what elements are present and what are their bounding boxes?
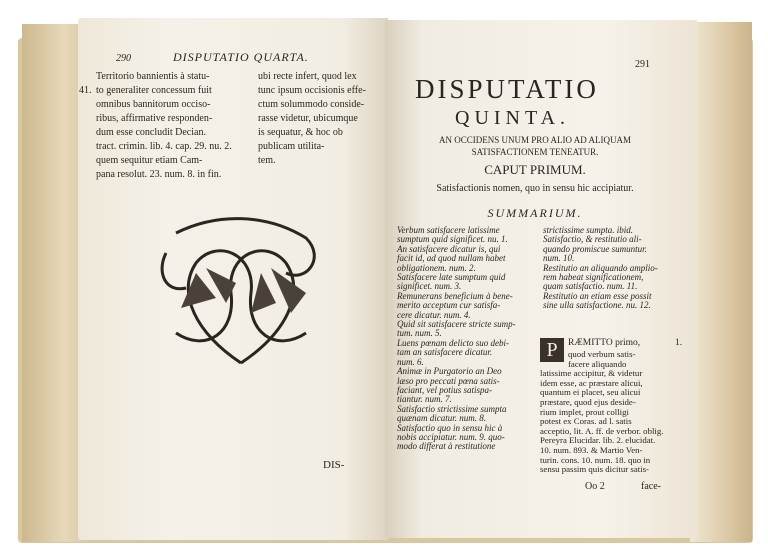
chapter-title: DISPUTATIO [415, 74, 599, 104]
page-number: 291 [635, 59, 650, 70]
text-line: quando promiscue sumuntur. [543, 243, 647, 254]
text-line: ribus, affirmative responden- [96, 113, 213, 124]
body-text [540, 350, 663, 475]
text-line: sensu passim quis dicitur satis- [540, 464, 649, 475]
question-line: SATISFACTIONEM TENEATUR. [471, 147, 599, 157]
text-line: Remunerans beneficium à bene- [397, 290, 513, 301]
text-line: Animæ in Purgatorio an Deo [397, 366, 502, 377]
body-first-line: RÆMITTO primo, [568, 338, 641, 348]
text-line: to generaliter concessum fuit [96, 85, 212, 96]
text-line: cere dicatur. num. 4. [397, 309, 471, 320]
question-line: AN OCCIDENS UNUM PRO ALIO AD ALIQUAM [438, 135, 631, 145]
text-line: idem esse, ac præstare alicui, [540, 377, 643, 388]
text-line: tract. crimin. lib. 4. cap. 29. nu. 2. [96, 141, 232, 152]
summary-column-2 [543, 226, 658, 311]
text-line: is sequatur, & hoc ob [258, 127, 343, 138]
left-column-1 [96, 70, 232, 182]
text-line: quam satisfactio. num. 11. [543, 281, 638, 292]
catchword: DIS- [323, 459, 345, 471]
caput-subtitle: Satisfactionis nomen, quo in sensu hic accipiatur. [436, 183, 634, 194]
running-head: DISPUTATIO QUARTA. [173, 50, 309, 64]
text-line: num. 10. [543, 253, 575, 264]
text-line: significet. num. 3. [397, 281, 462, 292]
text-line: An satisfacere dicatur is, qui [397, 243, 501, 254]
margin-number: 41. [79, 85, 92, 96]
text-line: Satisfactio quo in sensu hic à [397, 422, 503, 433]
chapter-title-2: QUINTA. [455, 107, 571, 129]
text-line: præstare, quod ejus deside- [540, 396, 636, 407]
margin-number: 1. [675, 338, 683, 348]
text-line: 10. num. 893. & Martio Ven- [540, 444, 643, 455]
text-line: rium implet, prout colligi [540, 406, 629, 417]
text-line: Satisfactio, & restitutio ali- [543, 234, 642, 245]
text-line: quænam dicatur. num. 8. [397, 413, 487, 424]
catchword: face- [641, 481, 661, 492]
text-line: sumptum quid significet. nu. 1. [397, 234, 508, 245]
text-line: Pereyra Elucidar. lib. 2. elucidat. [540, 435, 656, 446]
text-line: modo differat à restitutione [397, 441, 496, 452]
text-line: Satisfacere late sumptum quid [397, 272, 506, 283]
page-edges-right [690, 22, 752, 542]
text-line: quem sequitur etiam Cam- [96, 155, 203, 166]
text-line: rem habeat significationem, [543, 272, 644, 283]
text-line: strictissime sumpta. ibid. [543, 225, 634, 235]
text-line: pana resolut. 23. num. 8. in fin. [96, 169, 222, 180]
page-number: 290 [116, 53, 131, 64]
text-line: Luens pœnam delicto suo debi- [397, 337, 509, 348]
summary-column-1 [397, 226, 516, 452]
text-line: quantum ei placet, seu alicui [540, 387, 641, 398]
drop-cap: P [540, 338, 564, 362]
text-line: tunc ipsum occisionis effe- [258, 85, 366, 96]
text-line: tem. [258, 155, 276, 166]
text-line: læso pro peccati pœna satis- [397, 375, 500, 386]
text-line: tiantur. num. 7. [397, 394, 452, 405]
text-line: Restitutio an etiam esse possit [543, 290, 652, 301]
text-line: facere aliquando [568, 358, 627, 369]
text-line: Territorio bannientis à statu- [96, 71, 210, 82]
text-line: Satisfactio strictissime sumpta [397, 403, 507, 414]
text-line: merito acceptum cur satisfa- [397, 300, 501, 311]
text-line: tum. num. 5. [397, 328, 442, 339]
text-line: num. 6. [397, 356, 424, 367]
right-page [385, 20, 697, 538]
text-line: quod verbum satis- [568, 349, 636, 359]
text-line: facit id, ad quod nullam habet [397, 253, 506, 264]
text-line: tam an satisfacere dicatur. [397, 347, 493, 358]
caput-heading: CAPUT PRIMUM. [484, 162, 586, 177]
text-line: latissime accipitur, & videtur [540, 368, 643, 379]
text-line: publicam utilita- [258, 141, 325, 152]
text-line: Restitutio an aliquando amplio- [543, 262, 658, 273]
left-column-2 [258, 70, 366, 168]
signature-mark: Oo 2 [585, 481, 605, 492]
text-line: omnibus bannitorum occiso- [96, 99, 211, 110]
text-line: dum esse concludit Decian. [96, 127, 206, 138]
text-line: faciant, vel potius satispa- [397, 384, 492, 395]
text-line: sine ulla satisfactione. nu. 12. [543, 300, 651, 311]
text-line: Quid sit satisfacere stricte sump- [397, 319, 516, 330]
text-line: acceptio, lit. A. ff. de verbor. oblig. [540, 425, 664, 436]
text-line: nobis accipiatur. num. 9. quo- [397, 431, 505, 442]
text-line: rasse videtur, ubicumque [258, 113, 358, 124]
floral-ornament-icon [156, 213, 326, 373]
summarium-heading: SUMMARIUM. [487, 206, 583, 220]
text-line: obligationem. num. 2. [397, 262, 476, 273]
left-page [78, 18, 388, 540]
text-line: Verbum satisfacere latissime [397, 225, 500, 235]
text-line: turin. cons. 10. num. 18. quo in [540, 454, 651, 465]
text-line: ubi recte infert, quod lex [258, 71, 357, 82]
text-line: ctum solummodo conside- [258, 99, 365, 110]
text-line: potest ex Coras. ad l. satis [540, 416, 632, 427]
